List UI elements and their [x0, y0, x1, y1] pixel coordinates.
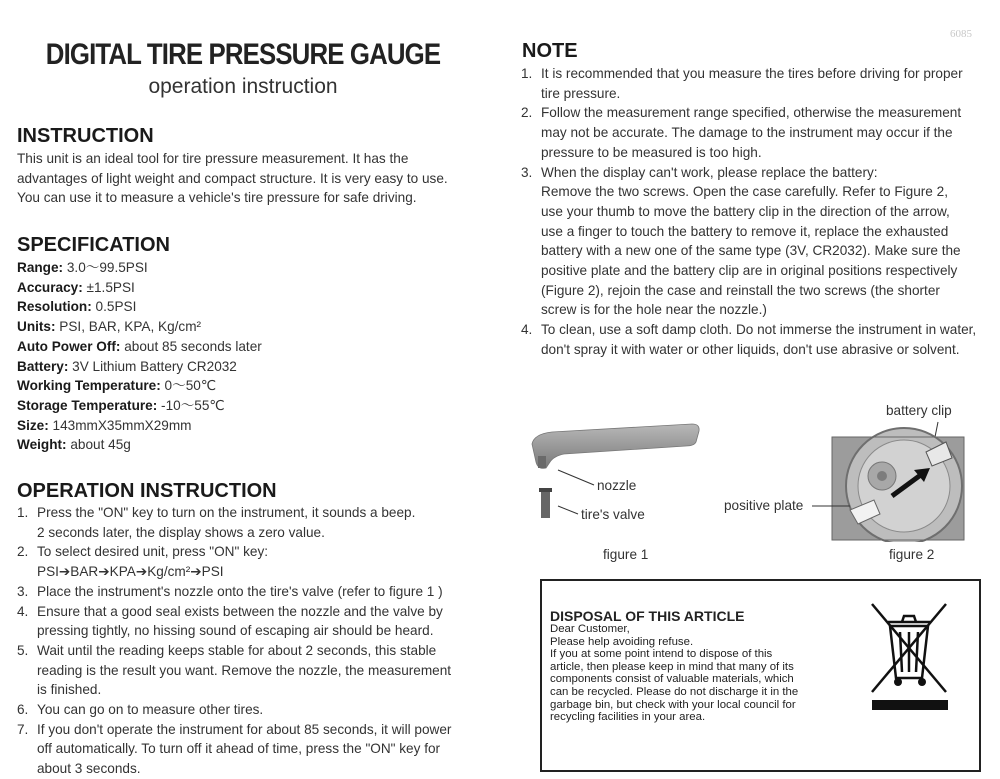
page-subtitle: operation instruction: [148, 75, 338, 98]
figure-2-caption: figure 2: [889, 547, 935, 562]
valve-leader-line: [558, 506, 578, 514]
note-line: positive plate and the battery clip are in original positions respectively: [541, 263, 958, 279]
operation-step: [17, 542, 492, 581]
spec-label: Auto Power Off:: [17, 338, 121, 354]
operation-step: [17, 503, 492, 542]
spec-label: Working Temperature:: [17, 378, 161, 394]
step-line: To select desired unit, press "ON" key:: [37, 544, 269, 560]
note-item: [521, 103, 991, 162]
spec-row-battery: [17, 357, 487, 377]
spec-value: 0.5PSI: [91, 299, 137, 315]
step-line: Press the "ON" key to turn on the instrument, it sounds a beep.: [37, 505, 416, 520]
spec-value: 143mmX35mmX29mm: [48, 417, 192, 433]
note-number: 1.: [521, 66, 533, 81]
note-line: may not be accurate. The damage to the instrument may occur if the: [541, 125, 953, 141]
operation-heading: OPERATION INSTRUCTION: [17, 480, 277, 502]
positive-plate-label: positive plate: [724, 498, 804, 513]
crossed-out-wheelie-bin-icon: [866, 600, 952, 712]
page-number: 6085: [950, 28, 972, 40]
disposal-line: recycling facilities in your area.: [550, 711, 706, 724]
note-line: tire pressure.: [541, 85, 621, 101]
note-line: battery with a new one of the same type (3V, CR2032). Make sure the: [541, 243, 961, 259]
note-item: [521, 320, 991, 359]
spec-label: Units:: [17, 319, 56, 335]
step-line: Ensure that a good seal exists between the nozzle and the valve by: [37, 603, 443, 619]
step-number: 5.: [17, 642, 29, 658]
figure-1-caption: figure 1: [603, 547, 649, 562]
spec-value: about 85 seconds later: [120, 338, 262, 354]
step-line: 2 seconds later, the display shows a zero value.: [37, 524, 325, 540]
disposal-line: Please help avoiding refuse.: [550, 635, 694, 648]
step-line: Wait until the reading keeps stable for about 2 seconds, this stable: [37, 642, 437, 658]
battery-clip-label: battery clip: [886, 403, 952, 418]
spec-label: Storage Temperature:: [17, 397, 158, 413]
note-list: [521, 64, 991, 360]
note-number: 3.: [521, 164, 533, 180]
note-number: 2.: [521, 105, 533, 121]
note-line: screw is for the hole near the nozzle.): [541, 302, 767, 318]
note-heading: NOTE: [522, 40, 578, 62]
specification-heading: SPECIFICATION: [17, 234, 170, 256]
note-item: [521, 163, 991, 321]
spec-value: about 45g: [66, 437, 131, 453]
disposal-line: components consist of valuable materials, which: [550, 673, 794, 686]
disposal-line: article, then please keep in mind that many of its: [550, 660, 794, 673]
spec-row-units: [17, 317, 487, 337]
note-line: don't spray it with water or other liquids, don't use abrasive or solvent.: [541, 341, 960, 357]
instruction-line: advantages of light weight and compact structure. It is very easy to use.: [17, 170, 448, 186]
operation-step: [17, 641, 492, 700]
spec-row-accuracy: [17, 278, 487, 298]
disposal-line: garbage bin, but check with your local council for: [550, 698, 796, 711]
note-line: Remove the two screws. Open the case carefully. Refer to Figure 2,: [541, 184, 948, 200]
step-line: reading is the result you want. Remove the nozzle, the measurement: [37, 662, 452, 678]
disposal-line: If you at some point intend to dispose of this: [550, 648, 773, 661]
step-line: You can go on to measure other tires.: [37, 702, 264, 718]
note-line: pressure to be measured is too high.: [541, 144, 762, 160]
spec-label: Weight:: [17, 437, 67, 453]
operation-list: [17, 503, 492, 779]
spec-value: 0～50℃: [160, 378, 217, 394]
spec-label: Battery:: [17, 358, 69, 374]
operation-step: [17, 602, 492, 641]
tire-valve-label: tire's valve: [581, 507, 645, 522]
spec-label: Range:: [17, 260, 64, 275]
spec-value: PSI, BAR, KPA, Kg/cm²: [55, 319, 202, 335]
step-line: is finished.: [37, 682, 102, 698]
nozzle-leader-line: [558, 470, 594, 485]
instruction-text: [17, 149, 487, 208]
step-number: 3.: [17, 583, 29, 599]
instruction-line: This unit is an ideal tool for tire pressure measurement. It has the: [17, 151, 409, 166]
spec-row-weight: [17, 435, 487, 455]
tire-valve: [539, 488, 552, 518]
spec-row-storage-temperature: [17, 396, 487, 416]
step-number: 1.: [17, 505, 29, 520]
spec-value: 3V Lithium Battery CR2032: [68, 358, 237, 374]
operation-step: [17, 720, 492, 779]
instruction-heading: INSTRUCTION: [17, 125, 154, 147]
figure-2-illustration: [830, 418, 970, 542]
step-line: off automatically. To turn off it ahead of time, press the "ON" key for: [37, 741, 441, 757]
specification-list: [17, 258, 487, 455]
disposal-line: can be recycled. Please do not discharge it in the: [550, 685, 799, 698]
step-line: If you don't operate the instrument for about 85 seconds, it will power: [37, 721, 452, 737]
step-line: about 3 seconds.: [37, 761, 141, 777]
step-number: 7.: [17, 721, 29, 737]
spec-row-working-temperature: [17, 376, 487, 396]
step-number: 6.: [17, 702, 29, 718]
spec-label: Size:: [17, 417, 49, 433]
spec-row-resolution: [17, 297, 487, 317]
positive-plate-leader-line: [812, 500, 852, 512]
note-line: use your thumb to move the battery clip in the direction of the arrow,: [541, 203, 950, 219]
note-item: [521, 64, 991, 103]
spec-value: -10～55℃: [157, 397, 225, 413]
note-line: It is recommended that you measure the tires before driving for proper: [541, 66, 963, 81]
disposal-text: [550, 623, 840, 724]
spec-row-size: [17, 416, 487, 436]
nozzle-label: nozzle: [597, 478, 637, 493]
note-line: When the display can't work, please replace the battery:: [541, 164, 878, 180]
note-line: Follow the measurement range specified, otherwise the measurement: [541, 105, 962, 121]
spec-row-range: [17, 258, 487, 278]
step-number: 2.: [17, 544, 29, 560]
note-line: use a finger to touch the battery to remove it, replace the exhausted: [541, 223, 949, 239]
note-line: To clean, use a soft damp cloth. Do not immerse the instrument in water,: [541, 322, 977, 338]
step-line: pressing tightly, no hissing sound of escaping air should be heard.: [37, 623, 434, 639]
spec-value: 3.0～99.5PSI: [63, 260, 148, 275]
note-number: 4.: [521, 322, 533, 338]
page-title: DIGITAL TIRE PRESSURE GAUGE: [45, 38, 441, 71]
unit-sequence: PSI➔BAR➔KPA➔Kg/cm²➔PSI: [37, 564, 224, 580]
note-line: (Figure 2), rejoin the case and reinstall the two screws (the shorter: [541, 282, 940, 298]
operation-step: [17, 582, 492, 602]
gauge-body: [532, 424, 699, 468]
spec-label: Resolution:: [17, 299, 92, 315]
spec-label: Accuracy:: [17, 279, 83, 295]
disposal-line: Dear Customer,: [550, 623, 630, 635]
spec-value: ±1.5PSI: [82, 279, 135, 295]
operation-step: [17, 700, 492, 720]
step-line: Place the instrument's nozzle onto the tire's valve (refer to figure 1 ): [37, 583, 443, 599]
spec-row-auto-power-off: [17, 337, 487, 357]
instruction-line: You can use it to measure a vehicle's tire pressure for safe driving.: [17, 190, 417, 206]
step-number: 4.: [17, 603, 29, 619]
disposal-title: DISPOSAL OF THIS ARTICLE: [550, 608, 745, 624]
